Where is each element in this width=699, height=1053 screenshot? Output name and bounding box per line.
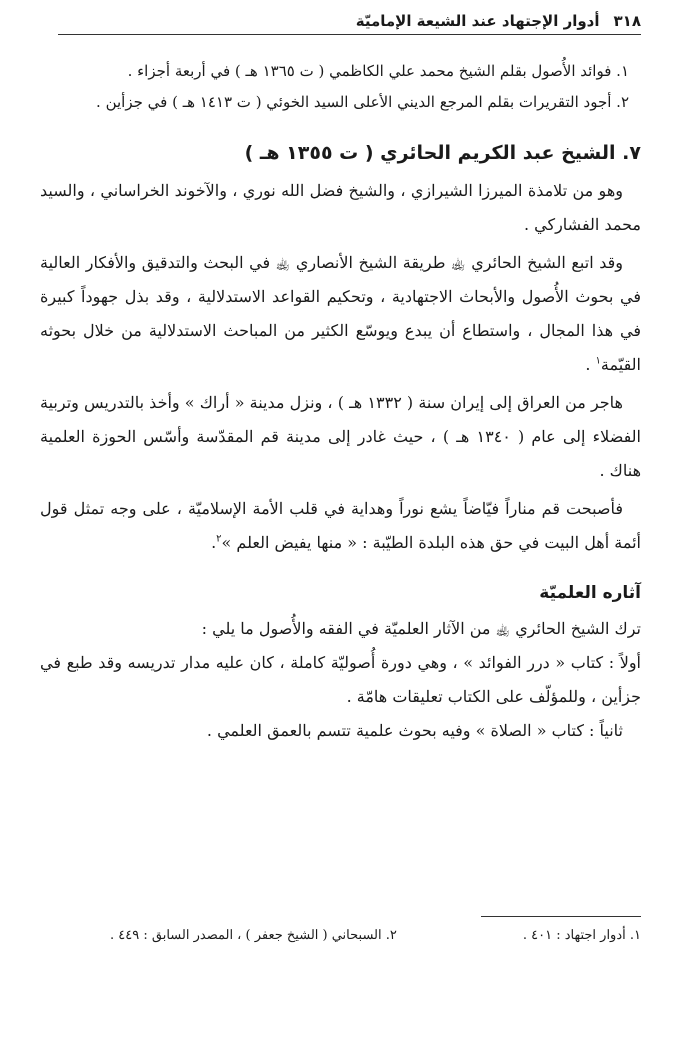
paragraph-text: وقد اتبع الشيخ الحائري ﵀ طريقة الشيخ الأنصاري ﵀ في البحث والتدقيق والأفكار العالية في بحوث الأُصول والأبحاث الاجتهادية ، وتحكيم القواعد الاستدلالية ، وقد بذل جهوداً كبيرة في هذا المجال ، واستطاع أن يبدع ويوسّع الكثير من المباحث الاستدلالية من خلال بحوثه القيّمة [40, 253, 641, 374]
subsection-heading: آثاره العلميّة [539, 583, 641, 603]
footnotes [110, 928, 641, 943]
paragraph-text: فأصبحت قم مناراً فيّاضاً يشع نوراً وهداية في قلب الأمة الإسلاميّة ، على وجه تمثل قول أئمة أهل البيت في حق هذه البلدة الطيّبة : « منها يفيض العلم » [40, 499, 641, 552]
works-list-item: ١. فوائد الأُصول بقلم الشيخ محمد علي الكاظمي ( ت ١٣٦٥ هـ ) في أربعة أجزاء . [127, 62, 629, 80]
footnote: ١. أدوار اجتهاد : ٤٠١ . [522, 928, 641, 943]
section-heading: ٧. الشيخ عبد الكريم الحائري ( ت ١٣٥٥ هـ ) [244, 142, 641, 164]
paragraph-end: . [211, 533, 217, 552]
list-item: أولاً : كتاب « درر الفوائد » ، وهي دورة أُصوليّة كاملة ، كان عليه مدار تدريسه وقد طبع في جزأين ، وللمؤلّف على الكتاب تعليقات هامّة . [40, 653, 641, 706]
paragraph: وقد اتبع الشيخ الحائري ﵀ طريقة الشيخ الأنصاري ﵀ في البحث والتدقيق والأفكار العالية في بحوث الأُصول والأبحاث الاجتهادية ، وتحكيم القواعد الاستدلالية ، وقد بذل جهوداً كبيرة في هذا المجال ، واستطاع أن يبدع ويوسّع الكثير من المباحث الاستدلالية من خلال بحوثه القيّمة$^١$ . [40, 253, 641, 374]
paragraph [40, 492, 641, 560]
list-item: ثانياً : كتاب « الصلاة » وفيه بحوث علمية تتسم بالعمق العلمي . [206, 721, 623, 740]
paragraph: هاجر من العراق إلى إيران سنة ( ١٣٣٢ هـ ) ، ونزل مدينة « أراك » وأخذ بالتدريس وتربية الفضلاء إلى عام ( ١٣٤٠ هـ ) ، حيث غادر إلى مدينة قم المقدّسة وأسّس الحوزة العلمية هناك . [40, 393, 641, 480]
footnote-reference: ١ [595, 355, 601, 367]
footnote-divider [481, 916, 641, 917]
works-list-item: ٢. أجود التقريرات بقلم المرجع الديني الأعلى السيد الخوئي ( ت ١٤١٣ هـ ) في جزأين . [96, 93, 629, 111]
running-title: أدوار الإجتهاد عند الشيعة الإماميّة [355, 12, 600, 30]
footnote: ٢. السبحاني ( الشيخ جعفر ) ، المصدر السابق : ٤٤٩ . [110, 928, 397, 943]
paragraph: ترك الشيخ الحائري ﵀ من الآثار العلميّة في الفقه والأُصول ما يلي : [201, 619, 641, 638]
page-content [40, 56, 641, 748]
paragraph: وهو من تلامذة الميرزا الشيرازي ، والشيخ فضل الله نوري ، والآخوند الخراساني ، والسيد محمد الفشاركي . [40, 181, 641, 234]
page-number: ٣١٨ [613, 12, 641, 30]
running-header [58, 8, 641, 35]
footnote-reference: ٢ [216, 533, 222, 545]
